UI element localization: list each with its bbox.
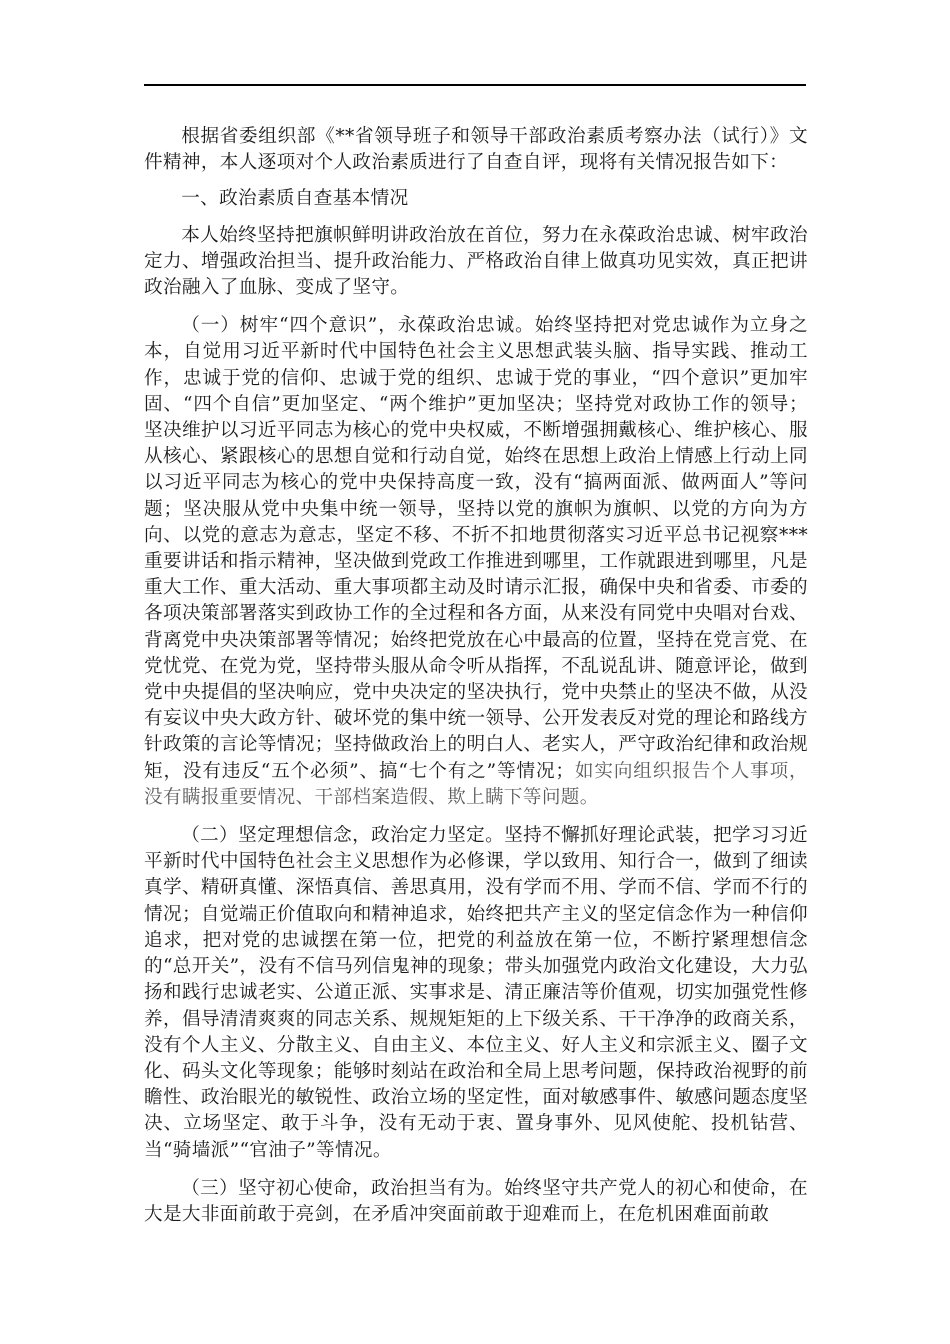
intro-paragraph: 根据省委组织部《**省领导班子和领导干部政治素质考察办法（试行）》文件精神，本人逐项对个人政治素质进行了自查自评，现将有关情况报告如下： [144, 126, 808, 174]
general-paragraph: 本人始终坚持把旗帜鲜明讲政治放在首位，努力在永葆政治忠诚、树牢政治定力、增强政治担当、提升政治能力、严格政治自律上做真功见实效，真正把讲政治融入了血脉、变成了坚守。 [144, 224, 808, 299]
item-1-tail-text: 如实向组织报告个人事项，没有瞒报重要情况、干部档案造假、欺上瞒下等问题。 [144, 760, 808, 808]
section-heading: 一、政治素质自查基本情况 [181, 188, 409, 210]
item-3-paragraph: （三）坚守初心使命，政治担当有为。始终坚守共产党人的初心和使命，在大是大非面前敢于亮剑，在矛盾冲突面前敢于迎难而上，在危机困难面前敢 [144, 1177, 808, 1225]
item-2-paragraph: （二）坚定理想信念，政治定力坚定。坚持不懈抓好理论武装，把学习习近平新时代中国特色社会主义思想作为必修课，学以致用、知行合一，做到了细读真学、精研真懂、深悟真信、善思真用，没有学而不用、学而不信、学而不行的情况；自觉端正价值取向和精神追求，始终把共产主义的坚定信念作为一种信仰追求，把对党的忠诚摆在第一位，把党的利益放在第一位，不断拧紧理想信念的“总开关”，没有不信马列信鬼神的现象；带头加强党内政治文化建设，大力弘扬和践行忠诚老实、公道正派、实事求是、清正廉洁等价值观，切实加强党性修养，倡导清清爽爽的同志关系、规规矩矩的上下级关系、干干净净的政商关系，没有个人主义、分散主义、自由主义、本位主义、好人主义和宗派主义、圈子文化、码头文化等现象；能够时刻站在政治和全局上思考问题，保持政治视野的前瞻性、政治眼光的敏锐性、政治立场的坚定性，面对敏感事件、敏感问题态度坚决、立场坚定、敢于斗争，没有无动于衷、置身事外、见风使舵、投机钻营、当“骑墙派”“官油子”等情况。 [144, 825, 808, 1161]
header-rule [144, 84, 806, 86]
item-1-main-text: （一）树牢“四个意识”，永葆政治忠诚。始终坚持把对党忠诚作为立身之本，自觉用习近平新时代中国特色社会主义思想武装头脑、指导实践、推动工作，忠诚于党的信仰、忠诚于党的组织、忠诚于党的事业，“四个意识”更加牢固、“四个自信”更加坚定、“两个维护”更加坚决；坚持党对政协工作的领导；坚决维护以习近平同志为核心的党中央权威，不断增强拥戴核心、维护核心、服从核心、紧跟核心的思想自觉和行动自觉，始终在思想上政治上情感上行动上同以习近平同志为核心的党中央保持高度一致，没有“搞两面派、做两面人”等问题；坚决服从党中央集中统一领导，坚持以党的旗帜为旗帜、以党的方向为方向、以党的意志为意志，坚定不移、不折不扣地贯彻落实习近平总书记视察***重要讲话和指示精神，坚决做到党政工作推进到哪里，工作就跟进到哪里，凡是重大工作、重大活动、重大事项都主动及时请示汇报，确保中央和省委、市委的各项决策部署落实到政协工作的全过程和各方面，从来没有同党中央唱对台戏、背离党中央决策部署等情况；始终把党放在心中最高的位置，坚持在党言党、在党忧党、在党为党，坚持带头服从命令听从指挥，不乱说乱讲、随意评论，做到党中央提倡的坚决响应，党中央决定的坚决执行，党中央禁止的坚决不做，从没有妄议中央大政方针、破坏党的集中统一领导、公开发表反对党的理论和路线方针政策的言论等情况；坚持做政治上的明白人、老实人，严守政治纪律和政治规矩，没有违反“五个必须”、搞“七个有之”等情况； [144, 315, 808, 782]
item-1-paragraph [144, 313, 808, 811]
document-body [144, 124, 808, 1228]
